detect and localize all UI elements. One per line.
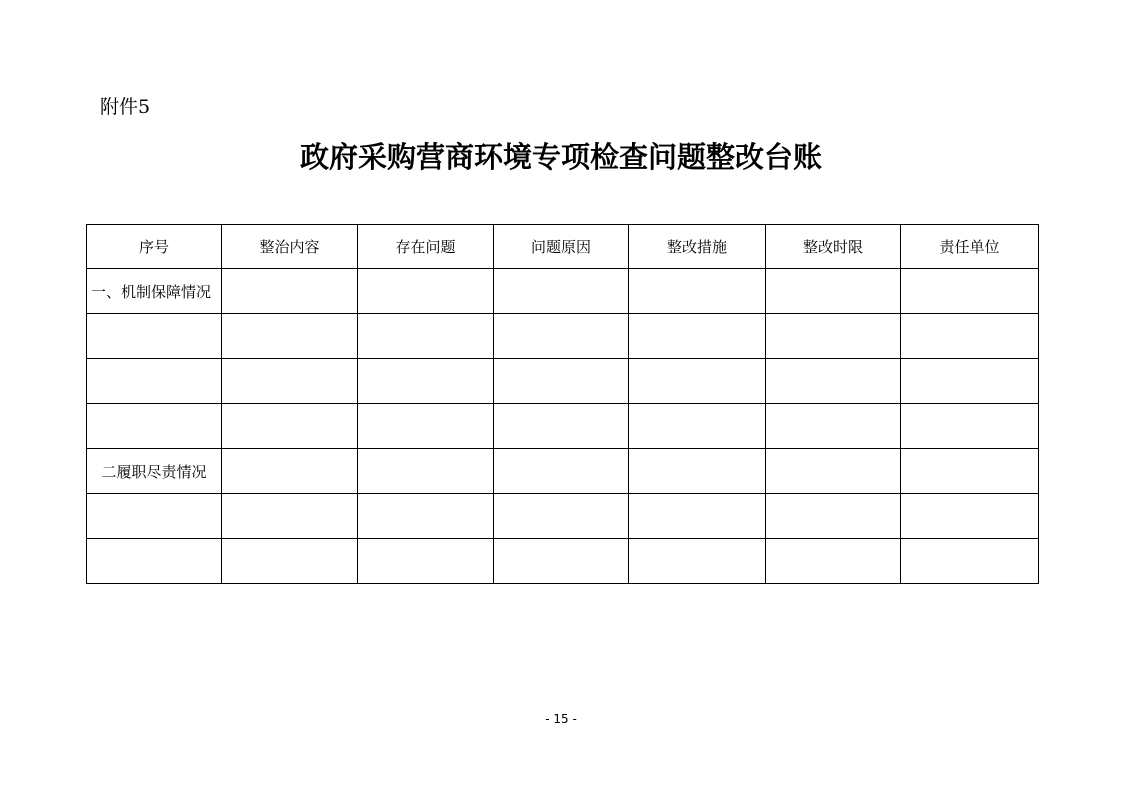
- table-cell: [629, 359, 766, 404]
- table-row: [87, 449, 1039, 494]
- table-cell: [222, 314, 358, 359]
- table-cell: [629, 449, 766, 494]
- table-cell: [87, 314, 222, 359]
- table-cell: [222, 269, 358, 314]
- table-cell: [222, 404, 358, 449]
- table-cell: [766, 359, 901, 404]
- table-cell: [494, 359, 629, 404]
- table-cell: [222, 494, 358, 539]
- table-cell: [766, 404, 901, 449]
- table-cell: [358, 269, 494, 314]
- table-cell: [766, 539, 901, 584]
- header-responsible-unit: 责任单位: [901, 225, 1039, 269]
- table-row: [87, 404, 1039, 449]
- table-cell: [629, 269, 766, 314]
- table-cell: [901, 314, 1039, 359]
- table-cell: [901, 494, 1039, 539]
- table-cell: [629, 314, 766, 359]
- table-cell: [358, 539, 494, 584]
- table-cell: [494, 449, 629, 494]
- table-cell: [222, 359, 358, 404]
- table-cell: [901, 359, 1039, 404]
- table-cell: [494, 494, 629, 539]
- table-cell: [87, 359, 222, 404]
- header-rectification-measures: 整改措施: [629, 225, 766, 269]
- table-cell: [494, 539, 629, 584]
- table-cell: [629, 539, 766, 584]
- table-cell: [494, 404, 629, 449]
- header-problem-causes: 问题原因: [494, 225, 629, 269]
- table-cell: [222, 449, 358, 494]
- table-cell: [358, 449, 494, 494]
- table-row: [87, 269, 1039, 314]
- table-row: [87, 359, 1039, 404]
- table-cell: [766, 269, 901, 314]
- table-cell: [766, 314, 901, 359]
- table-cell: [494, 269, 629, 314]
- header-remediation-content: 整治内容: [222, 225, 358, 269]
- table-row: [87, 539, 1039, 584]
- table-cell: [494, 314, 629, 359]
- table-cell: [358, 494, 494, 539]
- table-cell: [87, 539, 222, 584]
- table-cell: [766, 494, 901, 539]
- table-cell: [901, 269, 1039, 314]
- table-cell: [901, 404, 1039, 449]
- table-cell: [901, 449, 1039, 494]
- header-serial-number: 序号: [87, 225, 222, 269]
- attachment-label: 附件5: [100, 96, 151, 118]
- table-cell: [358, 314, 494, 359]
- header-rectification-deadline: 整改时限: [766, 225, 901, 269]
- header-existing-problems: 存在问题: [358, 225, 494, 269]
- table-cell: [358, 404, 494, 449]
- table-row: [87, 314, 1039, 359]
- table-cell: [629, 494, 766, 539]
- table-cell: [766, 449, 901, 494]
- table-cell: [358, 359, 494, 404]
- table-cell: [87, 494, 222, 539]
- table-cell: [87, 404, 222, 449]
- table-header-row: [87, 225, 1039, 269]
- table-cell: [901, 539, 1039, 584]
- section-heading-cell: 二履职尽责情况: [87, 449, 222, 494]
- table-row: [87, 494, 1039, 539]
- table-cell: [629, 404, 766, 449]
- section-heading-cell: 一、机制保障情况: [87, 269, 222, 314]
- rectification-ledger-table: [86, 224, 1039, 584]
- page-number: - 15 -: [545, 712, 577, 726]
- document-title: 政府采购营商环境专项检查问题整改台账: [299, 140, 822, 174]
- table-cell: [222, 539, 358, 584]
